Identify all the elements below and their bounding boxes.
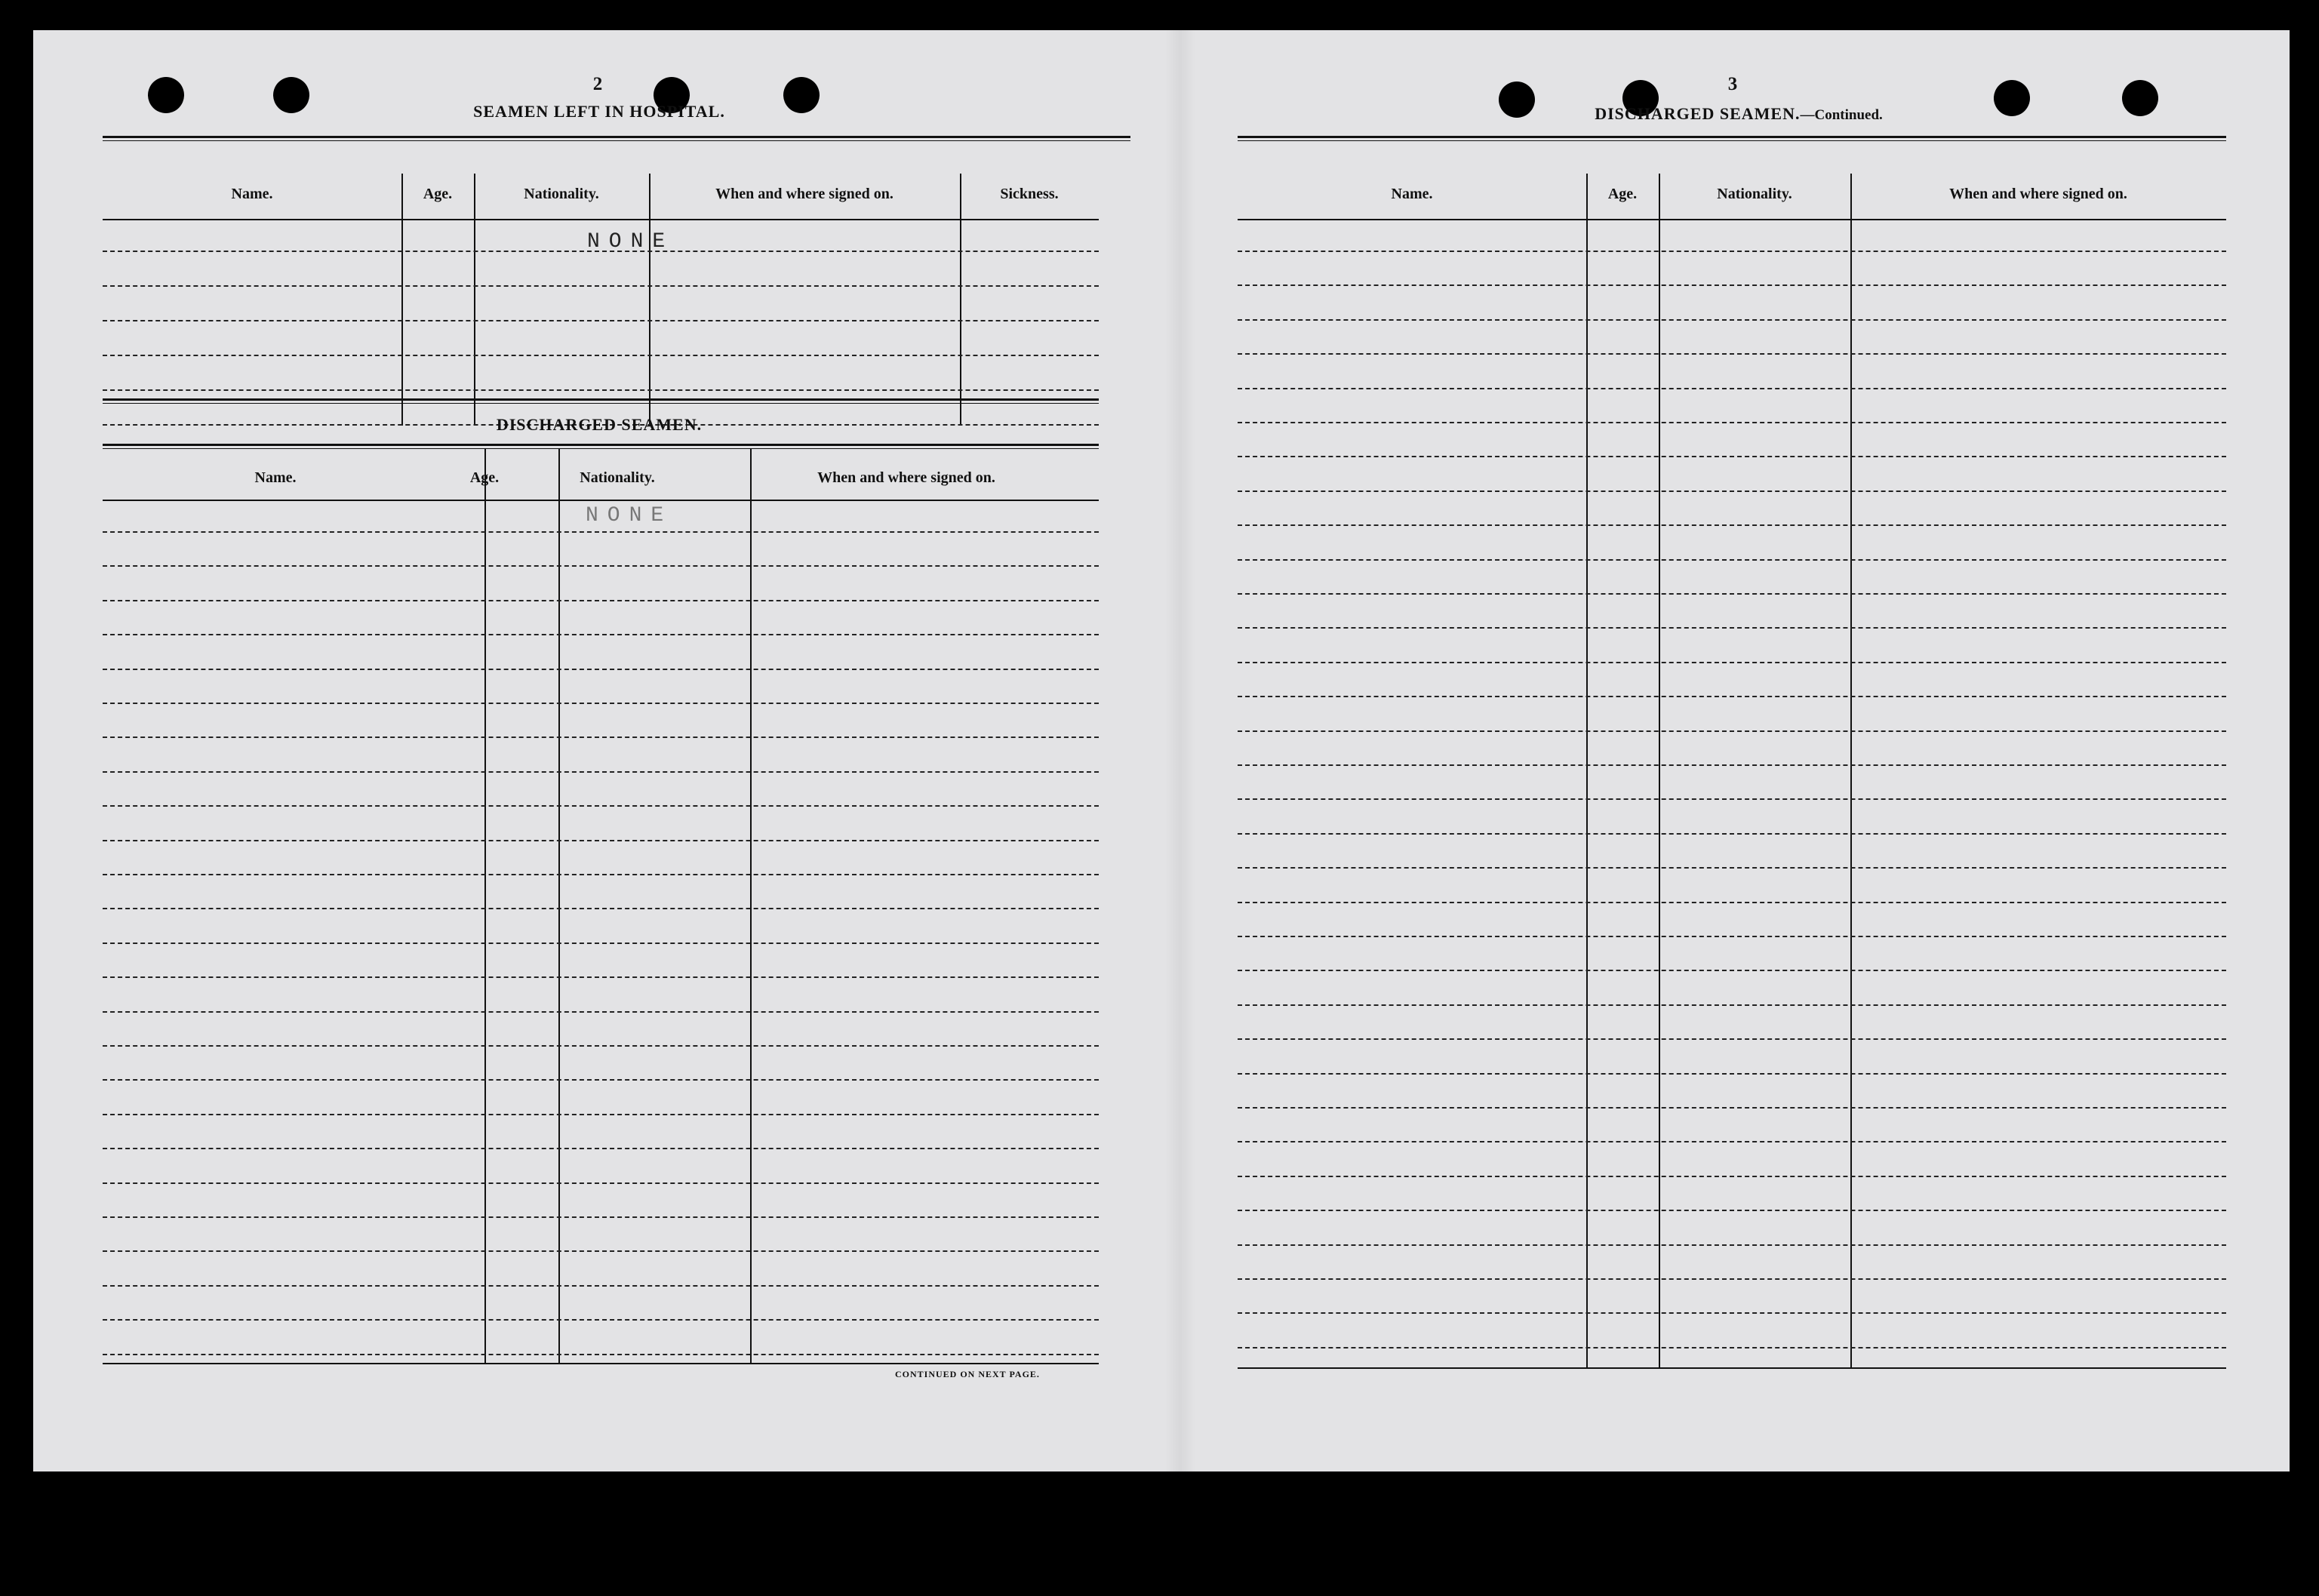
column-divider bbox=[750, 448, 752, 1363]
column-header-nationality: Nationality. bbox=[1717, 186, 1792, 202]
entry-line bbox=[103, 1011, 1099, 1013]
discharged-table-right bbox=[1238, 136, 2226, 1381]
entry-line bbox=[1238, 524, 2226, 526]
entry-line bbox=[1238, 833, 2226, 835]
entry-line bbox=[1238, 1073, 2226, 1075]
header-rule bbox=[1238, 219, 2226, 220]
entry-line bbox=[103, 1045, 1099, 1047]
column-header-age: Age. bbox=[423, 186, 453, 202]
hospital-table bbox=[103, 136, 1130, 430]
column-divider bbox=[558, 448, 560, 1363]
entry-line bbox=[103, 600, 1099, 601]
punch-hole bbox=[1994, 80, 2030, 116]
entry-line bbox=[1238, 936, 2226, 937]
section-title-hospital: SEAMEN LEFT IN HOSPITAL. bbox=[473, 102, 725, 121]
entry-line bbox=[1238, 1347, 2226, 1348]
column-header-signed-on: When and where signed on. bbox=[1949, 186, 2127, 202]
entry-line bbox=[1238, 490, 2226, 492]
entry-line bbox=[1238, 696, 2226, 697]
column-divider bbox=[649, 174, 650, 426]
entry-line bbox=[103, 976, 1099, 978]
column-divider bbox=[960, 174, 961, 426]
punch-hole bbox=[273, 77, 309, 113]
column-divider bbox=[401, 174, 403, 426]
column-header-name: Name. bbox=[1391, 186, 1433, 202]
entry-line bbox=[1238, 353, 2226, 355]
column-header-name: Name. bbox=[254, 469, 297, 486]
table-bottom-rule bbox=[1238, 1367, 2226, 1369]
entry-line bbox=[1238, 1107, 2226, 1109]
entry-line bbox=[103, 634, 1099, 635]
column-header-name: Name. bbox=[231, 186, 273, 202]
entry-line bbox=[103, 908, 1099, 909]
entry-line bbox=[103, 1354, 1099, 1355]
page-number: 2 bbox=[592, 74, 603, 94]
entry-line bbox=[1238, 1278, 2226, 1280]
entry-line bbox=[103, 1114, 1099, 1115]
table-bottom-rule bbox=[103, 1363, 1099, 1364]
entry-line bbox=[103, 565, 1099, 567]
entry-line bbox=[1238, 1210, 2226, 1211]
entry-line bbox=[1238, 284, 2226, 286]
title-suffix: —Continued. bbox=[1800, 107, 1883, 123]
table-top-rule bbox=[103, 444, 1099, 449]
entry-line bbox=[1238, 319, 2226, 321]
title-main: DISCHARGED SEAMEN. bbox=[1595, 104, 1801, 123]
continued-note: CONTINUED ON NEXT PAGE. bbox=[895, 1369, 1040, 1379]
column-header-nationality: Nationality. bbox=[580, 469, 655, 486]
entry-line bbox=[103, 1079, 1099, 1081]
entry-line bbox=[1238, 1312, 2226, 1314]
entry-line bbox=[1238, 1038, 2226, 1040]
entry-line bbox=[1238, 902, 2226, 903]
section-title-discharged: DISCHARGED SEAMEN. bbox=[496, 415, 703, 434]
section-title-discharged-continued bbox=[1527, 104, 1950, 124]
entry-line bbox=[1238, 1244, 2226, 1246]
entry-line bbox=[103, 1285, 1099, 1287]
entry-line bbox=[1238, 559, 2226, 561]
page-fold bbox=[1165, 30, 1195, 1471]
column-header-age: Age. bbox=[469, 469, 500, 486]
entry-line bbox=[1238, 1004, 2226, 1006]
entry-line bbox=[1238, 593, 2226, 595]
entry-line bbox=[1238, 730, 2226, 732]
punch-hole bbox=[148, 77, 184, 113]
entry-line bbox=[1238, 388, 2226, 389]
entry-line bbox=[1238, 627, 2226, 629]
entry-line bbox=[103, 355, 1099, 356]
column-header-signed-on: When and where signed on. bbox=[715, 186, 893, 202]
entry-line bbox=[103, 771, 1099, 773]
entry-line bbox=[1238, 798, 2226, 800]
entry-line bbox=[103, 285, 1099, 287]
table-top-rule bbox=[103, 136, 1130, 141]
entry-line bbox=[103, 703, 1099, 704]
column-header-age: Age. bbox=[1607, 186, 1638, 202]
none-stamp: NONE bbox=[586, 504, 673, 527]
entry-line bbox=[1238, 764, 2226, 766]
entry-line bbox=[1238, 662, 2226, 663]
column-header-signed-on: When and where signed on. bbox=[817, 469, 995, 486]
entry-line bbox=[103, 1216, 1099, 1218]
discharged-table-left bbox=[103, 444, 1099, 1387]
entry-line bbox=[103, 531, 1099, 533]
entry-line bbox=[103, 874, 1099, 875]
entry-line bbox=[103, 840, 1099, 841]
entry-line bbox=[103, 805, 1099, 807]
entry-line bbox=[1238, 970, 2226, 971]
none-stamp: NONE bbox=[587, 230, 675, 254]
column-divider bbox=[484, 448, 486, 1363]
entry-line bbox=[103, 389, 1099, 391]
entry-line bbox=[1238, 1176, 2226, 1177]
table-top-rule bbox=[1238, 136, 2226, 141]
entry-line bbox=[103, 1319, 1099, 1321]
entry-line bbox=[103, 1182, 1099, 1184]
entry-line bbox=[1238, 1141, 2226, 1142]
entry-line bbox=[103, 320, 1099, 321]
section-rule bbox=[103, 398, 1099, 404]
document-sheet bbox=[33, 30, 2290, 1471]
entry-line bbox=[103, 669, 1099, 670]
column-header-sickness: Sickness. bbox=[1000, 186, 1059, 202]
header-rule bbox=[103, 500, 1099, 501]
entry-line bbox=[103, 736, 1099, 738]
punch-hole bbox=[2122, 80, 2158, 116]
entry-line bbox=[1238, 867, 2226, 869]
column-divider bbox=[474, 174, 475, 426]
page-number: 3 bbox=[1727, 74, 1738, 94]
entry-line bbox=[1238, 456, 2226, 457]
header-rule bbox=[103, 219, 1099, 220]
entry-line bbox=[1238, 251, 2226, 252]
entry-line bbox=[1238, 422, 2226, 423]
entry-line bbox=[103, 1148, 1099, 1149]
column-header-nationality: Nationality. bbox=[524, 186, 599, 202]
entry-line bbox=[103, 1250, 1099, 1252]
entry-line bbox=[103, 943, 1099, 944]
